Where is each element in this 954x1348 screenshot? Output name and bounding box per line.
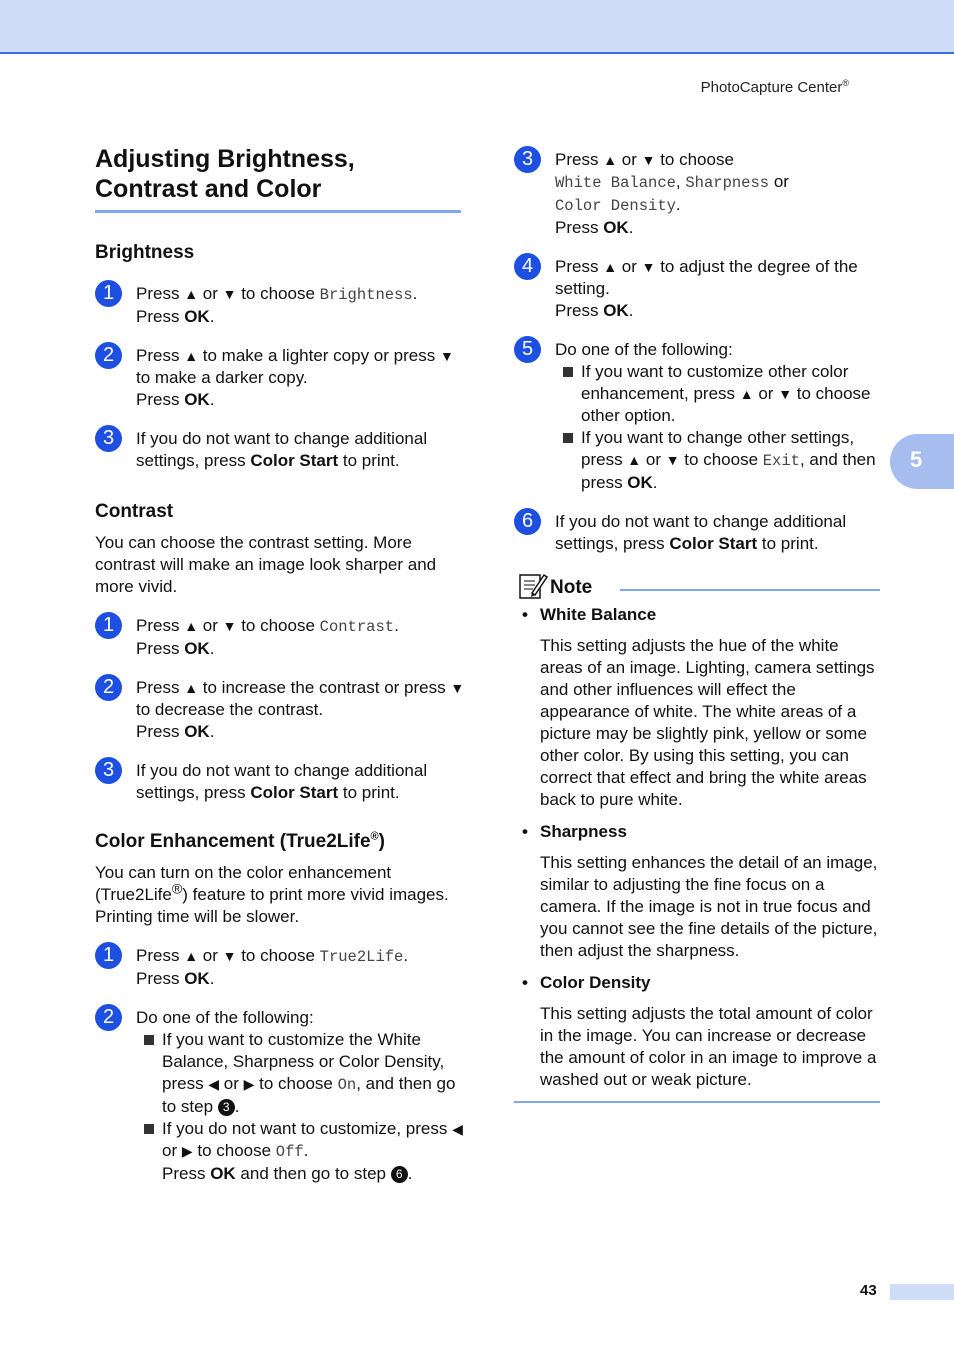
- down-arrow-icon: ▼: [641, 152, 656, 168]
- contrast-step-2: 2 Press ▲ to increase the contrast or press ▼ to decrease the contrast. Press OK.: [95, 677, 467, 743]
- running-title: PhotoCapture Center®: [700, 78, 849, 96]
- square-bullet-icon: [144, 1035, 154, 1045]
- step-ref-icon: 3: [218, 1099, 235, 1116]
- option-no-customize: If you do not want to customize, press ◀ or ▶ to choose Off. Press OK and then go to step 6 .: [136, 1118, 467, 1185]
- note-header: [514, 571, 882, 601]
- title-rule: [95, 210, 461, 213]
- left-column: [95, 140, 467, 1185]
- down-arrow-icon: ▼: [641, 259, 656, 275]
- color-step-3: 3 Press ▲ or ▼ to choose White Balance, Sharpness or Color Density. Press OK.: [514, 149, 882, 239]
- page-number: 43: [860, 1282, 877, 1299]
- right-arrow-icon: ▶: [243, 1076, 255, 1092]
- right-column: [514, 140, 882, 1103]
- step-number: 6: [514, 508, 541, 535]
- note-rule: [620, 589, 880, 591]
- step-number: 3: [95, 425, 122, 452]
- contrast-step-1: 1 Press ▲ or ▼ to choose Contrast. Press OK.: [95, 615, 467, 660]
- down-arrow-icon: ▼: [439, 348, 454, 364]
- brightness-step-1: 1 Press ▲ or ▼ to choose Brightness. Press OK.: [95, 283, 467, 328]
- step-number: 5: [514, 336, 541, 363]
- up-arrow-icon: ▲: [184, 618, 199, 634]
- brightness-step-2: 2 Press ▲ to make a lighter copy or press ▼ to make a darker copy. Press OK.: [95, 345, 467, 411]
- option-customize: If you want to customize the White Balance, Sharpness or Color Density, press ◀ or ▶ to choose On, and then go to step 3 .: [136, 1029, 467, 1118]
- brightness-step-3: 3 If you do not want to change additional settings, press Color Start to print.: [95, 428, 467, 472]
- down-arrow-icon: ▼: [778, 386, 793, 402]
- step-number: 2: [95, 342, 122, 369]
- color-intro: You can turn on the color enhancement (True2Life®) feature to print more vivid images. Printing time will be slower.: [95, 863, 449, 926]
- down-arrow-icon: ▼: [665, 452, 680, 468]
- down-arrow-icon: ▼: [222, 618, 237, 634]
- note-pencil-icon: [518, 571, 548, 607]
- note-item-text: This setting enhances the detail of an image, similar to adjusting the fine focus on a camera. If the image is not in true focus and you cannot see the fine details of the picture, then adjust the sharpness.: [540, 853, 878, 960]
- note-end-rule: [514, 1101, 880, 1103]
- square-bullet-icon: [563, 433, 573, 443]
- header-bar: [0, 0, 954, 54]
- up-arrow-icon: ▲: [184, 348, 199, 364]
- color-enhancement-heading: Color Enhancement (True2Life®): [95, 830, 385, 852]
- brightness-heading: Brightness: [95, 242, 195, 263]
- step-number: 3: [95, 757, 122, 784]
- up-arrow-icon: ▲: [739, 386, 754, 402]
- color-step-5: 5 Do one of the following: If you want to customize other color enhancement, press ▲ or ▼ to choose other option. If you want to change other settings, press ▲ or ▼ to choose Exit, and then press OK.: [514, 339, 882, 494]
- step-number: 1: [95, 280, 122, 307]
- step-number: 2: [95, 1004, 122, 1031]
- step-number: 1: [95, 942, 122, 969]
- note-item-title: • Color Density: [522, 973, 651, 992]
- note-title: Note: [550, 577, 593, 598]
- note-item-text: This setting adjusts the total amount of color in the image. You can increase or decrease the amount of color in an image to improve a washed out or weak picture.: [540, 1004, 877, 1089]
- up-arrow-icon: ▲: [184, 286, 199, 302]
- note-item-title: • Sharpness: [522, 822, 627, 841]
- color-step-1: 1 Press ▲ or ▼ to choose True2Life. Press OK.: [95, 945, 467, 990]
- up-arrow-icon: ▲: [603, 152, 618, 168]
- down-arrow-icon: ▼: [450, 680, 465, 696]
- color-step-4: 4 Press ▲ or ▼ to adjust the degree of the setting. Press OK.: [514, 256, 882, 322]
- option-change-other: If you want to change other settings, press ▲ or ▼ to choose Exit, and then press OK.: [555, 427, 882, 494]
- step-ref-icon: 6: [391, 1166, 408, 1183]
- footer-bar: [890, 1284, 954, 1300]
- step-number: 4: [514, 253, 541, 280]
- right-arrow-icon: ▶: [181, 1143, 193, 1159]
- contrast-heading: Contrast: [95, 501, 174, 522]
- page-title: Adjusting Brightness, Contrast and Color: [95, 145, 355, 203]
- up-arrow-icon: ▲: [603, 259, 618, 275]
- step-number: 2: [95, 674, 122, 701]
- down-arrow-icon: ▼: [222, 948, 237, 964]
- up-arrow-icon: ▲: [184, 680, 199, 696]
- note-item-title: • White Balance: [522, 605, 657, 624]
- chapter-tab: 5: [890, 434, 954, 489]
- contrast-step-3: 3 If you do not want to change additional settings, press Color Start to print.: [95, 760, 467, 804]
- color-step-2: 2 Do one of the following: If you want to customize the White Balance, Sharpness or Color Density, press ◀ or ▶ to choose On, and then go to step 3 . If you do not want to customize, press ◀ or ▶ to choose Off. Press OK and then go to step 6 .: [95, 1007, 467, 1185]
- square-bullet-icon: [144, 1124, 154, 1134]
- step-number: 3: [514, 146, 541, 173]
- option-customize-other: If you want to customize other color enhancement, press ▲ or ▼ to choose other option.: [555, 361, 882, 427]
- left-arrow-icon: ◀: [452, 1121, 463, 1137]
- up-arrow-icon: ▲: [627, 452, 642, 468]
- square-bullet-icon: [563, 367, 573, 377]
- up-arrow-icon: ▲: [184, 948, 199, 964]
- down-arrow-icon: ▼: [222, 286, 237, 302]
- color-step-6: 6 If you do not want to change additional settings, press Color Start to print.: [514, 511, 882, 555]
- note-item-text: This setting adjusts the hue of the white areas of an image. Lighting, camera settings and other influences will effect the appearance of white. The white areas of a picture may be slightly pink, yellow or some other color. By using this setting, you can correct that effect and bring the white areas back to pure white.: [540, 636, 875, 809]
- left-arrow-icon: ◀: [208, 1076, 220, 1092]
- contrast-intro: You can choose the contrast setting. More contrast will make an image look sharper and more vivid.: [95, 533, 437, 596]
- step-number: 1: [95, 612, 122, 639]
